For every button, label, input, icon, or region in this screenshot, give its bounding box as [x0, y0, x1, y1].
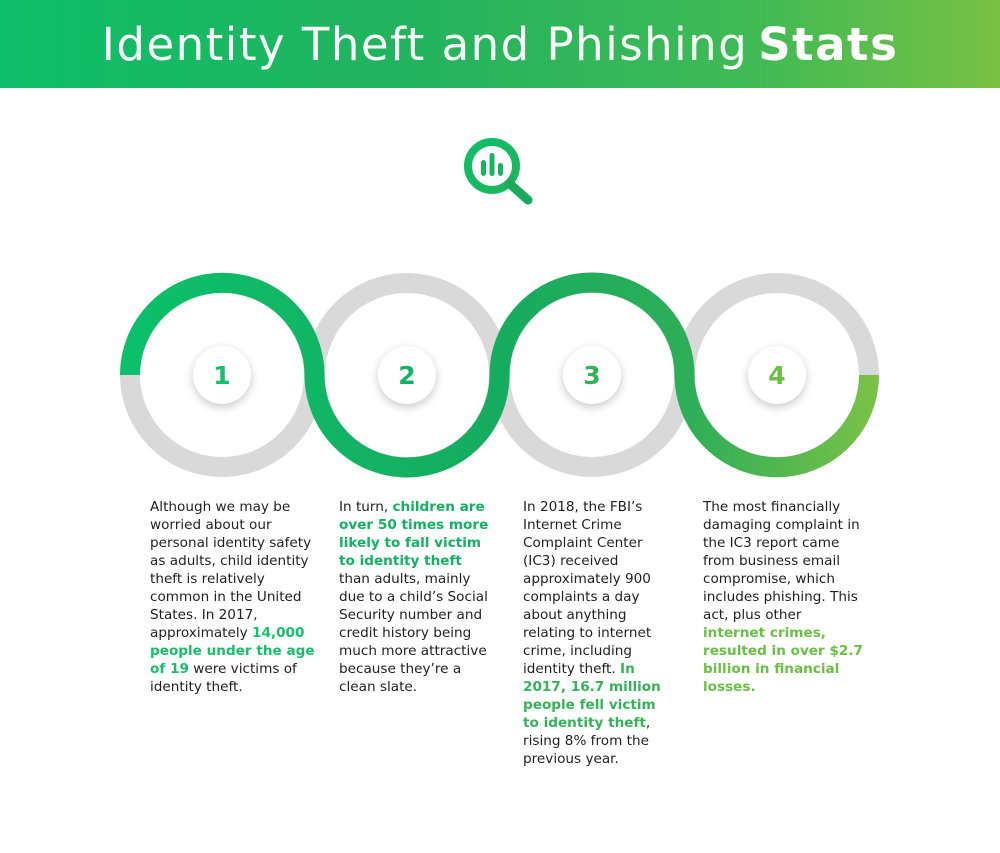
step-badge-2: [378, 346, 436, 404]
step-badge-4: [748, 346, 806, 404]
step-text-4: [703, 498, 863, 696]
step-text-3: [523, 498, 675, 768]
step-number-3: 3: [583, 360, 601, 390]
header-banner: [0, 0, 1000, 88]
step-2-text-after: than adults, mainly due to a child’s Social Security number and credit history being much more attractive because they’re a clean slate.: [339, 571, 488, 695]
page-title: [102, 18, 899, 71]
step-1-highlight: 14,000 people under the age of 19: [150, 625, 315, 677]
step-3-text-after: , rising 8% from the previous year.: [523, 715, 651, 767]
step-4-text-before: The most financially damaging complaint in the IC3 report came from business email compromise, which includes phishing. This act, plus other: [703, 499, 860, 623]
step-badge-1: [193, 346, 251, 404]
magnifier-bar-chart-icon: [464, 138, 536, 206]
step-3-highlight: In 2017, 16.7 million people fell victim to identity theft: [523, 661, 661, 731]
step-text-1: [150, 498, 315, 696]
step-1-text-after: were victims of identity theft.: [150, 661, 297, 695]
step-badge-3: [563, 346, 621, 404]
step-number-2: 2: [398, 360, 416, 390]
step-number-4: 4: [768, 360, 786, 390]
step-2-text-before: In turn,: [339, 499, 393, 515]
step-number-1: 1: [213, 360, 231, 390]
step-2-highlight: children are over 50 times more likely to fall victim to identity theft: [339, 499, 489, 569]
title-light: Identity Theft and Phishing: [101, 17, 749, 71]
step-3-text-before: In 2018, the FBI’s Internet Crime Complaint Center (IC3) received approximately 900 complaints a day about anything relating to internet crime, including identity theft.: [523, 499, 652, 677]
step-rings: [0, 260, 1000, 500]
step-1-text-before: Although we may be worried about our personal identity safety as adults, child identity theft is relatively common in the United States. In 2017, approximately: [150, 499, 312, 641]
title-bold: Stats: [758, 17, 899, 71]
step-text-2: [339, 498, 489, 696]
step-4-highlight: internet crimes, resulted in over $2.7 billion in financial losses.: [703, 625, 863, 695]
